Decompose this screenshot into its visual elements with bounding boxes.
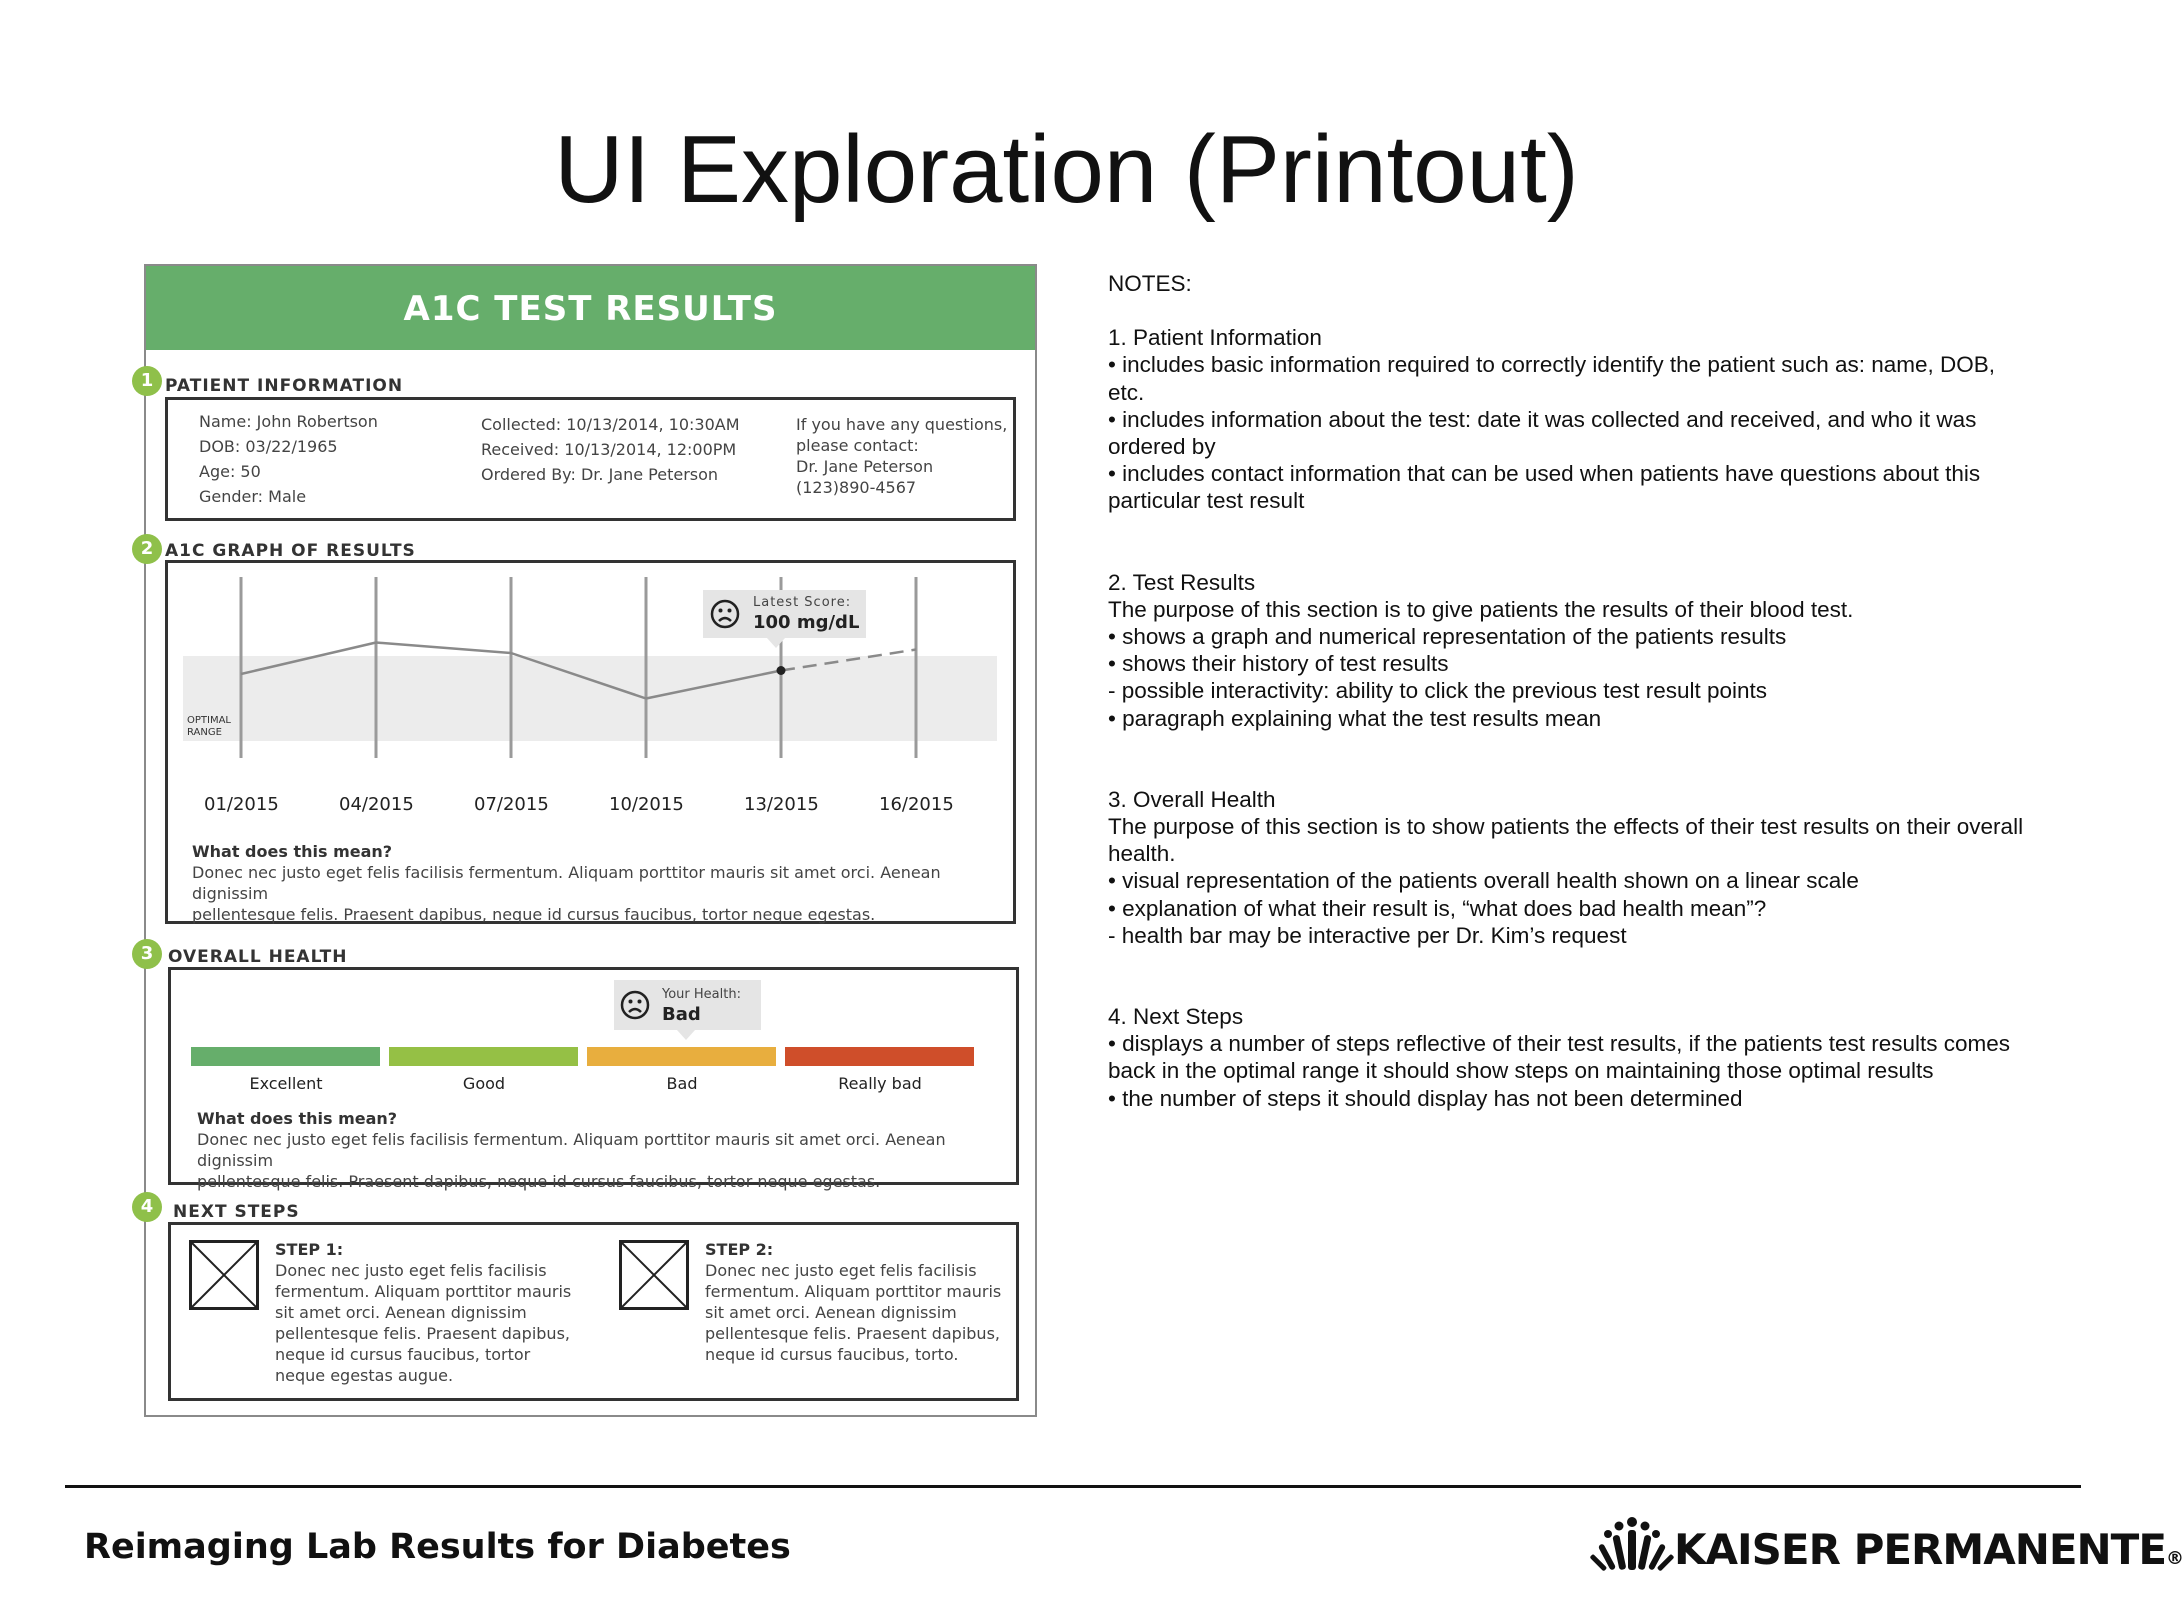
notes-s3-intro: health.: [1108, 841, 1176, 867]
notes-s1-bullet: particular test result: [1108, 488, 1305, 514]
sad-face-icon: [619, 989, 651, 1021]
patient-info-label: PATIENT INFORMATION: [165, 376, 404, 396]
step-1-line: sit amet orci. Aenean dignissim: [275, 1303, 527, 1322]
health-meaning-title: What does this mean?: [197, 1109, 398, 1128]
health-label-good: Good: [462, 1074, 506, 1093]
health-meaning-line-1: Donec nec justo eget felis facilisis fermentum. Aliquam porttitor mauris sit amet orci. Aenean dignissim: [197, 1130, 946, 1170]
optimal-label-line-1: OPTIMAL: [187, 715, 231, 726]
next-steps-box: [168, 1222, 1019, 1401]
notes-s3-title: 3. Overall Health: [1108, 786, 1276, 812]
graph-box: [165, 560, 1016, 924]
step-1: [275, 1239, 571, 1386]
slide-title: UI Exploration (Printout): [554, 116, 1579, 223]
patient-age: Age: 50: [199, 462, 261, 481]
registered-mark: ®: [2166, 1548, 2183, 1569]
notes-s1-bullet: • includes information about the test: date it was collected and received, and who it was: [1108, 406, 1977, 432]
your-health-value: Bad: [662, 1004, 701, 1025]
patient-gender: Gender: Male: [199, 487, 307, 506]
patient-name: Name: John Robertson: [199, 412, 378, 431]
health-label-really-bad: Really bad: [838, 1074, 922, 1093]
step-2-line: sit amet orci. Aenean dignissim: [705, 1303, 957, 1322]
section-badge-3: 3: [132, 939, 162, 969]
health-bar-excellent: [191, 1047, 380, 1066]
section-badge-1: 1: [132, 366, 162, 396]
health-label-bad: Bad: [666, 1074, 698, 1093]
notes-s1-bullet: ordered by: [1108, 434, 1216, 460]
graph-meaning-line-1: Donec nec justo eget felis facilisis fermentum. Aliquam porttitor mauris sit amet orci. Aenean dignissim: [192, 863, 941, 903]
printout-card: [140, 264, 1037, 1417]
notes-s3-bullet: • visual representation of the patients overall health shown on a linear scale: [1108, 868, 1859, 894]
optimal-label-line-2: RANGE: [187, 727, 222, 738]
graph-meaning-title: What does this mean?: [192, 842, 393, 861]
notes-s2-intro: The purpose of this section is to give patients the results of their blood test.: [1108, 596, 1854, 622]
health-bar-good: [389, 1047, 578, 1066]
notes-s2-bullet: • shows a graph and numerical representation of the patients results: [1108, 624, 1787, 650]
your-health-tooltip-arrow: [677, 1030, 695, 1040]
chart-line-segment: [241, 643, 376, 675]
graph-meaning-line-2: pellentesque felis. Praesent dapibus, neque id cursus faucibus, tortor neque egestas.: [192, 905, 876, 924]
notes-s4-bullet: back in the optimal range it should show steps on maintaining those optimal results: [1108, 1058, 1934, 1084]
section-badge-2: 2: [132, 534, 162, 564]
chart-x-tick-label: 01/2015: [204, 794, 279, 815]
notes-s1-bullet: etc.: [1108, 379, 1145, 405]
step-1-line: Donec nec justo eget felis facilisis: [275, 1261, 547, 1280]
step-2-line: pellentesque felis. Praesent dapibus,: [705, 1324, 1000, 1343]
notes-s2-bullet: • paragraph explaining what the test results mean: [1108, 705, 1602, 731]
health-label-excellent: Excellent: [249, 1074, 323, 1093]
notes-s4-bullet: • the number of steps it should display has not been determined: [1108, 1085, 1743, 1111]
latest-score-value: 100 mg/dL: [753, 612, 860, 633]
notes-s4-bullet: • displays a number of steps reflective of their test results, if the patients test results comes: [1108, 1031, 2011, 1057]
sad-face-icon: [709, 598, 741, 630]
overall-health-box: [168, 967, 1019, 1191]
your-health-tooltip: [614, 980, 761, 1030]
step-2-title: STEP 2:: [705, 1240, 774, 1259]
notes-s1-bullet: • includes basic information required to correctly identify the patient such as: name, DOB,: [1108, 352, 1996, 378]
received-date: Received: 10/13/2014, 12:00PM: [481, 440, 737, 459]
notes-s1-bullet: • includes contact information that can be used when patients have questions about this: [1108, 461, 1981, 487]
step-2-line: neque id cursus faucibus, torto.: [705, 1345, 959, 1364]
step-1-line: fermentum. Aliquam porttitor mauris: [275, 1282, 572, 1301]
ordered-by: Ordered By: Dr. Jane Peterson: [481, 465, 719, 484]
health-bar-really-bad: [785, 1047, 974, 1066]
step-1-line: pellentesque felis. Praesent dapibus,: [275, 1324, 570, 1343]
footer-title: Reimaging Lab Results for Diabetes: [84, 1527, 791, 1567]
graph-label: A1C GRAPH OF RESULTS: [165, 541, 416, 561]
notes-s1-title: 1. Patient Information: [1108, 325, 1322, 351]
chart-x-tick-label: 07/2015: [474, 794, 549, 815]
notes-s3-bullet: - health bar may be interactive per Dr. Kim’s request: [1108, 922, 1627, 948]
step-1-title: STEP 1:: [275, 1240, 344, 1259]
notes-s2-title: 2. Test Results: [1108, 569, 1256, 595]
chart-x-tick-label: 04/2015: [339, 794, 414, 815]
notes-s2-bullet: • shows their history of test results: [1108, 651, 1449, 677]
section-badge-4: 4: [132, 1192, 162, 1222]
step-1-line: neque egestas augue.: [275, 1366, 454, 1385]
health-bar-bad: [587, 1047, 776, 1066]
contact-phone: (123)890-4567: [796, 478, 917, 497]
next-steps-label: NEXT STEPS: [173, 1202, 300, 1222]
chart-x-tick-label: 13/2015: [744, 794, 819, 815]
latest-score-tooltip: [703, 590, 866, 638]
notes-heading: NOTES:: [1108, 271, 1192, 296]
latest-score-point[interactable]: [777, 666, 786, 675]
footer-divider: [65, 1485, 2081, 1488]
kaiser-permanente-logo: [1592, 1515, 2183, 1580]
notes-s4-title: 4. Next Steps: [1108, 1004, 1244, 1030]
kp-sunburst-icon: [1592, 1515, 1672, 1577]
step-1-image-placeholder-icon: [189, 1240, 259, 1310]
chart-line-segment: [646, 671, 781, 699]
step-1-line: neque id cursus faucibus, tortor: [275, 1345, 531, 1364]
health-meaning-line-2: pellentesque felis. Praesent dapibus, neque id cursus faucibus, tortor neque egestas.: [197, 1172, 881, 1191]
notes-s3-bullet: • explanation of what their result is, “what does bad health mean”?: [1108, 895, 1767, 921]
chart-line-segment: [511, 653, 646, 699]
logo-wordmark: [1674, 1525, 2183, 1574]
notes-s3-intro: The purpose of this section is to show patients the effects of their test results on their overall: [1108, 814, 2024, 840]
chart-x-tick-label: 16/2015: [879, 794, 954, 815]
chart-projected-segment: [781, 650, 916, 671]
step-2-line: fermentum. Aliquam porttitor mauris: [705, 1282, 1002, 1301]
your-health-label: Your Health:: [662, 987, 741, 1002]
notes-s2-bullet: - possible interactivity: ability to click the previous test result points: [1108, 678, 1768, 704]
notes-panel: [1108, 270, 2068, 1112]
patient-dob: DOB: 03/22/1965: [199, 437, 338, 456]
latest-score-tooltip-arrow: [767, 638, 785, 648]
contact-line-2: please contact:: [796, 436, 919, 455]
logo-text: KAISER PERMANENTE: [1674, 1525, 2167, 1574]
patient-info-box: [165, 397, 1016, 521]
chart-x-tick-label: 10/2015: [609, 794, 684, 815]
collected-date: Collected: 10/13/2014, 10:30AM: [481, 415, 740, 434]
step-2-line: Donec nec justo eget felis facilisis: [705, 1261, 977, 1280]
contact-line-1: If you have any questions,: [796, 415, 1008, 434]
chart-line-segment: [376, 643, 511, 654]
printout-header: A1C TEST RESULTS: [146, 266, 1035, 350]
step-2-image-placeholder-icon: [619, 1240, 689, 1310]
latest-score-label: Latest Score:: [753, 595, 852, 610]
step-2: [705, 1239, 1001, 1365]
overall-health-label: OVERALL HEALTH: [168, 947, 348, 967]
contact-name: Dr. Jane Peterson: [796, 457, 934, 476]
